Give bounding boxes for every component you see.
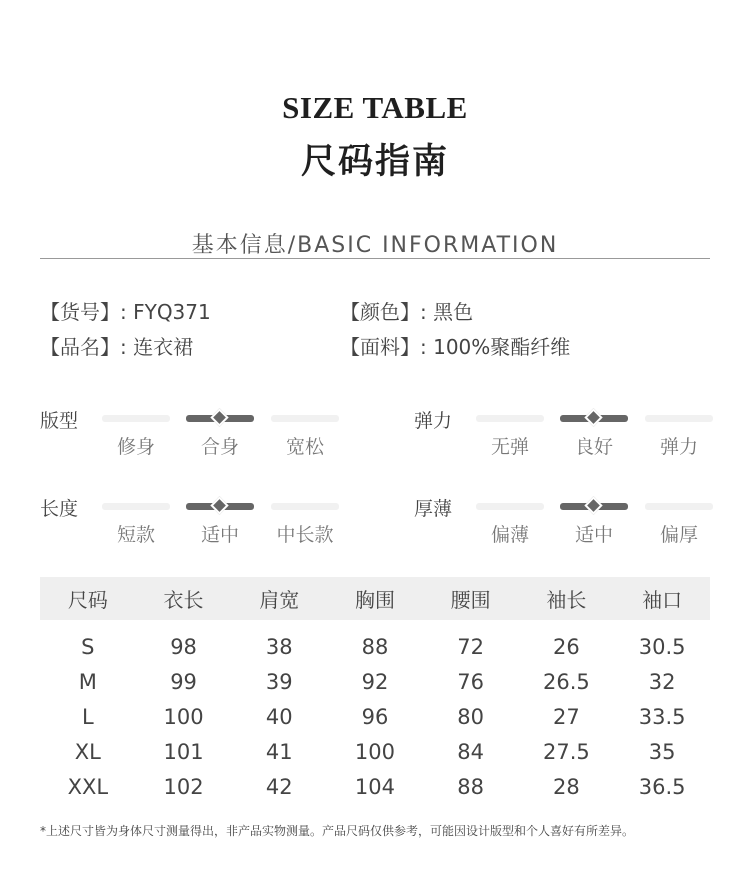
table-cell: 33.5 [638,704,686,729]
table-cell: 104 [354,774,395,799]
attribute-elasticity [414,406,724,466]
scale-option-label: 适中 [574,524,613,546]
info-fabric: 【面料】: 100%聚酯纤维 [340,335,571,359]
table-row [40,620,710,664]
table-cell: 72 [457,634,485,659]
scale-bar [271,415,339,422]
table-cell: 88 [361,634,389,659]
table-cell: 102 [163,774,204,799]
title-cn: 尺码指南 [300,141,449,182]
table-cell: XL [74,739,101,764]
table-cell: 32 [648,669,676,694]
table-cell: 41 [265,739,293,764]
scale-option-label: 良好 [574,436,613,458]
table-cell: 92 [361,669,389,694]
table-cell: 35 [648,739,676,764]
table-cell: 100 [354,739,395,764]
table-cell: 27 [553,704,580,729]
table-cell: 100 [163,704,204,729]
table-cell: 101 [163,739,204,764]
table-cell: 76 [457,669,485,694]
scale-option-label: 偏薄 [490,524,529,546]
size-table [40,577,710,804]
table-cell: 88 [457,774,485,799]
size-table-body [40,620,710,804]
scale-marker-icon [584,408,602,426]
table-cell: 40 [265,704,293,729]
scale-option-label: 适中 [200,524,239,546]
table-cell: 36.5 [638,774,686,799]
table-cell: 27.5 [542,739,590,764]
scale-marker-icon [210,496,228,514]
table-row [40,769,710,804]
attribute-thickness [414,494,724,554]
scale-marker-icon [584,496,602,514]
scale-option-label: 中长款 [276,524,334,546]
basic-info-heading: 基本信息/BASIC INFORMATION [191,233,559,258]
scale-bar [102,415,170,422]
table-cell: 80 [457,704,485,729]
scale-bar [476,503,544,510]
column-header: 腰围 [423,577,519,620]
scale-option-label: 合身 [200,436,239,458]
table-row [40,664,710,699]
scale-option-label: 偏厚 [659,524,698,546]
table-row [40,699,710,734]
attribute-fit [40,406,350,466]
scale-bar [102,503,170,510]
heading-divider [40,258,710,259]
table-cell: 84 [457,739,485,764]
column-header: 衣长 [136,577,232,620]
size-table-header [40,577,710,620]
table-cell: 99 [170,669,197,694]
table-cell: S [81,634,95,659]
scale-marker-icon [210,408,228,426]
column-header: 袖口 [614,577,710,620]
table-cell: 42 [265,774,293,799]
attribute-label: 版型 [40,410,79,432]
scale-bar [645,415,713,422]
table-cell: XXL [67,774,109,799]
table-cell: 98 [170,634,197,659]
attribute-label: 厚薄 [414,498,453,520]
scale-bar [271,503,339,510]
scale-bar [476,415,544,422]
table-cell: 96 [361,704,389,729]
column-header: 胸围 [327,577,423,620]
scale-option-label: 宽松 [285,436,324,458]
column-header: 肩宽 [231,577,327,620]
scale-bar [645,503,713,510]
attribute-length [40,494,350,554]
table-cell: 26 [553,634,580,659]
scale-option-label: 短款 [116,524,155,546]
table-cell: 39 [265,669,293,694]
attribute-label: 长度 [40,498,79,520]
title-en: SIZE TABLE [282,90,468,125]
table-cell: 38 [265,634,293,659]
attribute-label: 弹力 [414,410,453,432]
column-header: 袖长 [519,577,615,620]
size-note: *上述尺寸皆为身体尺寸测量得出，非产品实物测量。产品尺码仅供参考，可能因设计版型和个人喜好有所差异。 [40,824,635,838]
info-color: 【颜色】: 黑色 [340,300,474,324]
info-item-no: 【货号】: FYQ371 [40,300,211,324]
table-cell: M [78,669,97,694]
scale-option-label: 弹力 [659,436,698,458]
table-cell: 26.5 [542,669,590,694]
scale-option-label: 无弹 [490,436,529,458]
table-cell: 30.5 [638,634,686,659]
table-row [40,734,710,769]
info-name: 【品名】: 连衣裙 [40,335,194,359]
column-header: 尺码 [40,577,136,620]
table-cell: L [82,704,94,729]
table-cell: 28 [553,774,580,799]
scale-option-label: 修身 [116,436,155,458]
